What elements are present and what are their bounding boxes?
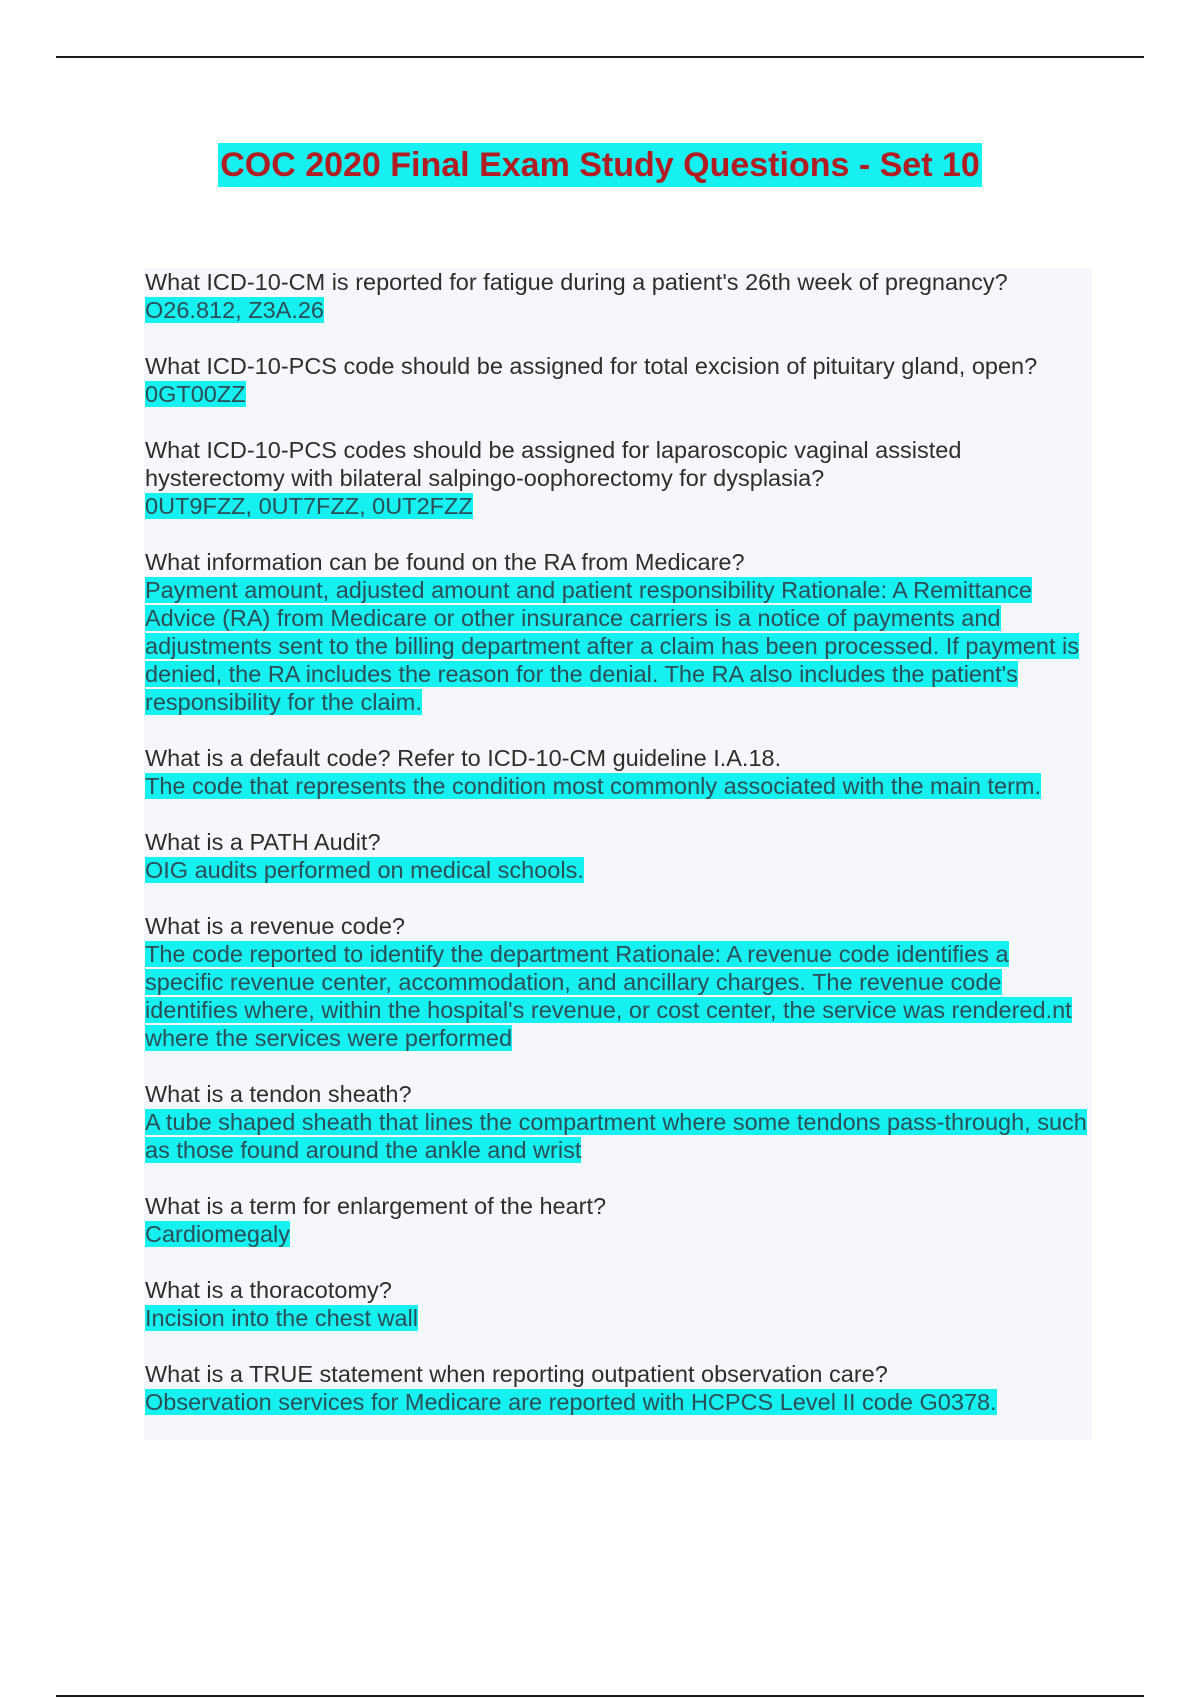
top-divider xyxy=(56,56,1144,58)
answer-text: 0UT9FZZ, 0UT7FZZ, 0UT2FZZ xyxy=(145,493,473,519)
answer-text: O26.812, Z3A.26 xyxy=(145,297,324,323)
answer-text: The code that represents the condition most commonly associated with the main term. xyxy=(145,773,1042,799)
question-text: What ICD-10-PCS code should be assigned for total excision of pituitary gland, open? xyxy=(145,353,1038,379)
question-text: What is a tendon sheath? xyxy=(145,1081,412,1107)
qa-item xyxy=(145,1360,1092,1416)
question-text: What ICD-10-PCS codes should be assigned for laparoscopic vaginal assisted hysterectomy with bilateral salpingo-oophorectomy for dysplasia? xyxy=(145,437,962,491)
qa-item xyxy=(145,1192,1092,1248)
answer-text: Cardiomegaly xyxy=(145,1221,290,1247)
qa-item xyxy=(145,548,1092,716)
qa-item xyxy=(145,1080,1092,1164)
bottom-divider xyxy=(56,1695,1144,1697)
question-text: What is a default code? Refer to ICD-10-CM guideline I.A.18. xyxy=(145,745,782,771)
qa-item xyxy=(145,352,1092,408)
question-text: What is a thoracotomy? xyxy=(145,1277,392,1303)
qa-list xyxy=(145,268,1092,1416)
qa-item xyxy=(145,828,1092,884)
answer-text: Incision into the chest wall xyxy=(145,1305,419,1331)
answer-text: Observation services for Medicare are reported with HCPCS Level II code G0378. xyxy=(145,1389,997,1415)
title-container xyxy=(0,143,1200,187)
qa-panel xyxy=(144,268,1092,1440)
answer-text: 0GT00ZZ xyxy=(145,381,246,407)
question-text: What is a PATH Audit? xyxy=(145,829,381,855)
question-text: What is a TRUE statement when reporting outpatient observation care? xyxy=(145,1361,888,1387)
question-text: What information can be found on the RA from Medicare? xyxy=(145,549,745,575)
qa-item xyxy=(145,268,1092,324)
qa-item xyxy=(145,912,1092,1052)
answer-text: OIG audits performed on medical schools. xyxy=(145,857,584,883)
document-title: COC 2020 Final Exam Study Questions - Set 10 xyxy=(218,143,982,187)
qa-item xyxy=(145,744,1092,800)
qa-item xyxy=(145,1276,1092,1332)
question-text: What ICD-10-CM is reported for fatigue during a patient's 26th week of pregnancy? xyxy=(145,269,1008,295)
answer-text: Payment amount, adjusted amount and patient responsibility Rationale: A Remittance Advice (RA) from Medicare or other insurance carriers is a notice of payments and adjustments sent to the billing department after a claim has been processed. If payment is denied, the RA includes the reason for the denial. The RA also includes the patient's responsibility for the claim. xyxy=(145,577,1079,715)
answer-text: A tube shaped sheath that lines the compartment where some tendons pass-through, such as those found around the ankle and wrist xyxy=(145,1109,1087,1163)
answer-text: The code reported to identify the department Rationale: A revenue code identifies a specific revenue center, accommodation, and ancillary charges. The revenue code identifies where, within the hospital's revenue, or cost center, the service was rendered.nt where the services were performed xyxy=(145,941,1072,1051)
qa-item xyxy=(145,436,1092,520)
question-text: What is a term for enlargement of the heart? xyxy=(145,1193,607,1219)
question-text: What is a revenue code? xyxy=(145,913,405,939)
